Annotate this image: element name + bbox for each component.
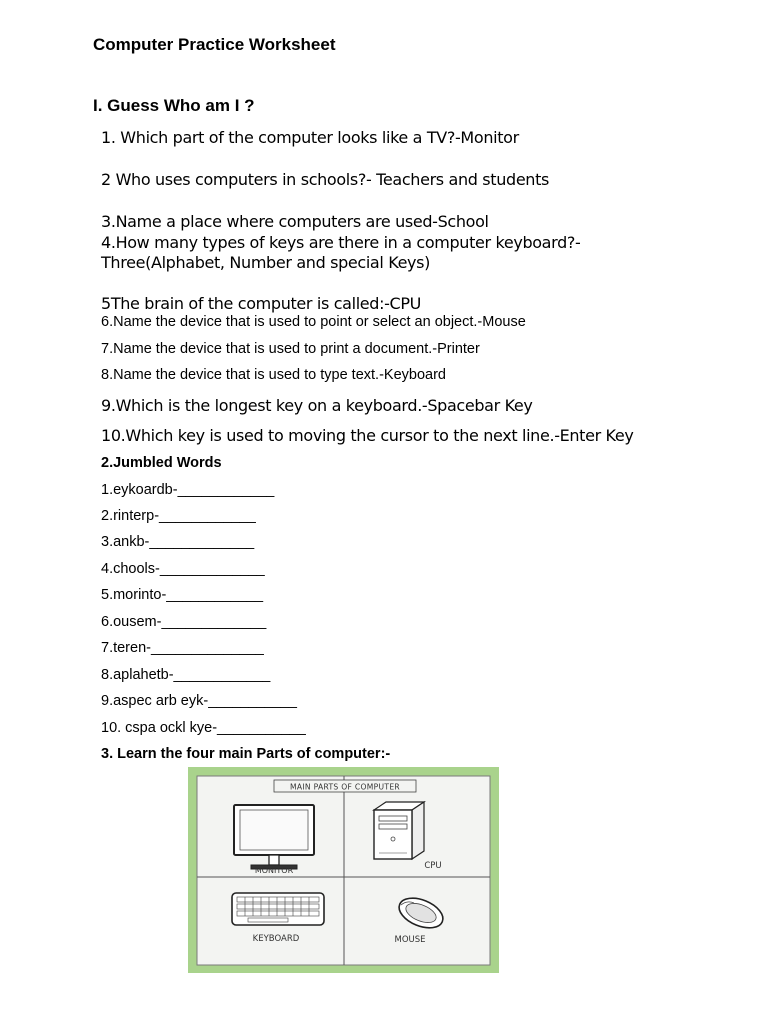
question-3: 3.Name a place where computers are used-School [101, 212, 489, 231]
computer-parts-illustration [188, 767, 499, 973]
question-4-line2: Three(Alphabet, Number and special Keys) [101, 253, 431, 272]
question-4-line1: 4.How many types of keys are there in a computer keyboard?- [101, 233, 581, 252]
cpu-label: CPU [424, 861, 442, 871]
cpu-icon [374, 802, 424, 859]
question-10: 10.Which key is used to moving the cursor to the next line.-Enter Key [101, 426, 634, 445]
section3-heading: 3. Learn the four main Parts of computer:- [101, 746, 391, 762]
keyboard-icon [232, 893, 324, 925]
jumbled-word-4: 4.chools-_____________ [101, 561, 265, 577]
jumbled-word-5: 5.morinto-____________ [101, 587, 264, 603]
page-title: Computer Practice Worksheet [93, 35, 336, 54]
jumbled-word-1: 1.eykoardb-____________ [101, 482, 275, 498]
jumbled-word-3: 3.ankb-_____________ [101, 534, 255, 550]
question-7: 7.Name the device that is used to print a document.-Printer [101, 341, 480, 357]
question-2: 2 Who uses computers in schools?- Teachers and students [101, 170, 550, 189]
drawing-title: MAIN PARTS OF COMPUTER [289, 782, 401, 792]
question-6: 6.Name the device that is used to point or select an object.-Mouse [101, 314, 526, 330]
mouse-label: MOUSE [394, 935, 426, 945]
jumbled-word-2: 2.rinterp-____________ [101, 508, 256, 524]
question-5: 5The brain of the computer is called:-CPU [101, 294, 422, 313]
jumbled-word-6: 6.ousem-_____________ [101, 614, 267, 630]
jumbled-word-7: 7.teren-______________ [101, 640, 264, 656]
jumbled-word-8: 8.aplahetb-____________ [101, 667, 271, 683]
section1-heading: I. Guess Who am I ? [93, 96, 255, 115]
jumbled-word-10: 10. cspa ockl kye-___________ [101, 720, 306, 736]
jumbled-word-9: 9.aspec arb eyk-___________ [101, 693, 297, 709]
section2-heading: 2.Jumbled Words [101, 455, 222, 471]
question-8: 8.Name the device that is used to type text.-Keyboard [101, 367, 446, 383]
monitor-label: MONITOR [254, 866, 294, 875]
question-9: 9.Which is the longest key on a keyboard.-Spacebar Key [101, 396, 533, 415]
keyboard-label: KEYBOARD [252, 934, 300, 944]
question-1: 1. Which part of the computer looks like a TV?-Monitor [101, 128, 519, 147]
